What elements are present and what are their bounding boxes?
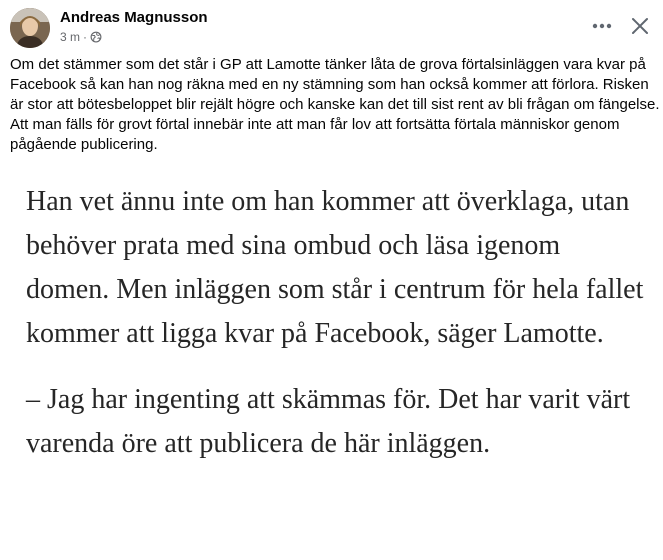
post-text: Om det stämmer som det står i GP att Lamotte tänker låta de grova förtalsinläggen vara kvar på Facebook så kan han nog räkna med en ny stämning som han också kommer att förlora. Risken är stor att bötesbeloppet blir rejält högre och kanske kan det till sist rent av bli frågan om fängelse. Att man fälls för grovt förtal innebär inte att man får lov att fortsätta förtala människor genom pågående publicering. xyxy=(10,56,660,153)
meta-separator: · xyxy=(83,30,88,44)
author-name[interactable]: Andreas Magnusson xyxy=(60,9,208,26)
close-icon xyxy=(631,17,649,35)
article-paragraph: Han vet ännu inte om han kommer att överklaga, utan behöver prata med sina ombud och läsa igenom domen. Men inläggen som står i centrum för hela fallet kommer att ligga kvar på Facebook, säger Lamotte. xyxy=(26,186,644,349)
post-time[interactable]: 3 m xyxy=(60,30,81,44)
article-quote-image xyxy=(26,180,646,466)
avatar-image xyxy=(10,8,50,48)
post-header xyxy=(0,0,663,56)
more-options-icon xyxy=(592,23,612,29)
post-meta xyxy=(60,29,102,45)
more-options-button[interactable] xyxy=(584,12,620,40)
globe-icon xyxy=(90,31,102,43)
article-paragraph: – Jag har ingenting att skämmas för. Det har varit värt varenda öre att publicera de här inläggen. xyxy=(26,384,631,459)
close-button[interactable] xyxy=(624,10,656,42)
avatar[interactable] xyxy=(10,8,50,48)
